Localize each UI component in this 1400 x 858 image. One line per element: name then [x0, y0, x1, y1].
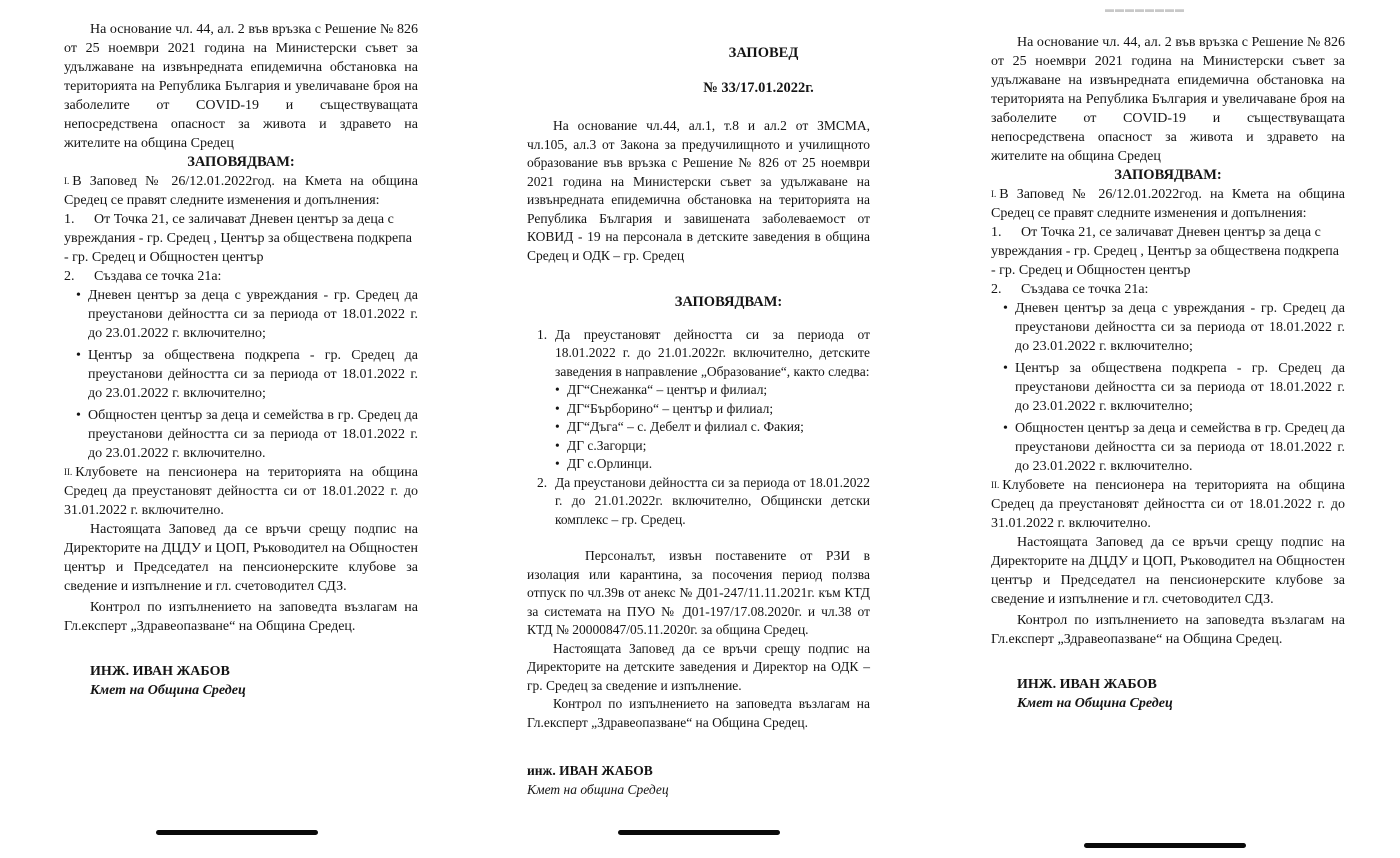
kindergarten-name: ДГ с.Загорци; [567, 437, 647, 453]
bullet-dot-icon: • [555, 437, 560, 453]
order-item-2-text: Да преустанови дейността си за периода от 18.01.2022 г. до 21.01.2022г. включително, Общински детски комплекс – гр. Средец. [555, 474, 870, 527]
roman-numeral: II. [64, 467, 73, 477]
intro-paragraph: На основание чл. 44, ал. 2 във връзка с Решение № 826 от 25 ноември 2021 година на Министерски съвет за удължаване на извънредната епидемична обстановка на територията на Република България и увеличаване броя на заболелите от COVID-19 и съществуващата непосредствена опасност за живота и здравето на жителите на община Средец [64, 22, 418, 151]
bullet-item [991, 419, 1345, 476]
point-1-text: От Точка 21, се заличават Дневен център за деца с увреждания - гр. Средец , Център за обществена подкрепа - гр. Средец и Общностен център [64, 212, 412, 265]
bullet-dot-icon: • [555, 456, 560, 471]
bullet-item [64, 406, 418, 463]
section-1 [991, 185, 1345, 223]
signature-title: Кмет на Община Средец [90, 683, 246, 698]
bullet-item [64, 286, 418, 343]
bullet-text: Общностен център за деца и семейства в гр. Средец да преустанови дейността си за периода от 18.01.2022 г. до 23.01.2022 г. включително. [1015, 421, 1345, 474]
signature-name: инж. ИВАН ЖАБОВ [527, 763, 653, 778]
bullet-dot-icon: • [76, 348, 81, 363]
section-2 [991, 476, 1345, 533]
delivery-paragraph: Настоящата Заповед да се връчи срещу подпис на Директорите на ДЦДУ и ЦОП, Ръководител на Общностен център и Председател на пенсионерските клубове за сведение и изпълнение и гл. счетоводител СДЗ. [64, 522, 418, 594]
point-1 [991, 223, 1345, 280]
intro-paragraph: На основание чл. 44, ал. 2 във връзка с Решение № 826 от 25 ноември 2021 година на Министерски съвет за удължаване на извънредната епидемична обстановка на територията на Република България и увеличаване броя на заболелите от COVID-19 и съществуващата непосредствена опасност за живота и здравето на жителите на община Средец [991, 35, 1345, 164]
point-2-text: Създава се точка 21а: [94, 269, 222, 284]
order-item-2 [527, 474, 870, 530]
bullet-dot-icon: • [1003, 301, 1008, 316]
point-2 [991, 280, 1345, 299]
signature-name: ИНЖ. ИВАН ЖАБОВ [90, 664, 230, 679]
delivery-paragraph: Настоящата Заповед да се връчи срещу подпис на Директорите на ДЦДУ и ЦОП, Ръководител на Общностен център и Председател на пенсионерските клубове за сведение и изпълнение и гл. счетоводител СДЗ. [991, 535, 1345, 607]
cropped-header-fragment: ▬▬▬▬▬▬▬▬ [1105, 4, 1185, 14]
bullet-dot-icon: • [76, 408, 81, 423]
kindergarten-item [527, 455, 870, 474]
roman-numeral: I. [64, 176, 70, 186]
order-page-right [960, 0, 1400, 858]
home-indicator-bar [618, 830, 780, 835]
section-2-text: Клубовете на пенсионера на територията на община Средец да преустановят дейността си от 18.01.2022 г. до 31.01.2022 г. включително. [64, 465, 418, 518]
order-heading: ЗАПОВЯДВАМ: [674, 294, 783, 310]
order-body-middle [527, 44, 870, 799]
bullet-dot-icon: • [555, 400, 560, 416]
bullet-item [991, 299, 1345, 356]
signature-name: ИНЖ. ИВАН ЖАБОВ [1017, 677, 1157, 692]
order-number: № 33/17.01.2022г. [703, 79, 814, 96]
order-item-1 [527, 326, 870, 382]
bullet-dot-icon: • [1003, 421, 1008, 436]
home-indicator-bar [1084, 843, 1246, 848]
order-title: ЗАПОВЕД [728, 45, 799, 61]
section-2-text: Клубовете на пенсионера на територията на община Средец да преустановят дейността си от 18.01.2022 г. до 31.01.2022 г. включително. [991, 478, 1345, 531]
kindergarten-item [527, 437, 870, 456]
intro-paragraph: На основание чл.44, ал.1, т.8 и ал.2 от ЗМСМА, чл.105, ал.3 от Закона за предучилищното и училищното образование във връзка с Решение № 826 от 25 ноември 2021 година на Министерски съвет за удължаване на извънредната епидемична обстановка на територията на Република България и завишената заболеваемост от КОВИД - 19 на персонала в детските заведения в община Средец и ОДК – гр. Средец [527, 118, 870, 263]
order-body-right [991, 33, 1345, 713]
bullet-text: Дневен център за деца с увреждания - гр. Средец да преустанови дейността си за периода от 18.01.2022 г. до 23.01.2022 г. включително; [88, 288, 418, 341]
roman-numeral: II. [991, 480, 1000, 490]
signature-title: Кмет на община Средец [527, 781, 669, 797]
item-number: 1. [537, 326, 548, 342]
point-2-text: Създава се точка 21а: [1021, 282, 1149, 297]
order-heading: ЗАПОВЯДВАМ: [1114, 167, 1222, 183]
bullet-text: Дневен център за деца с увреждания - гр. Средец да преустанови дейността си за периода от 18.01.2022 г. до 23.01.2022 г. включително; [1015, 301, 1345, 354]
item-number: 2. [537, 474, 548, 490]
order-page-middle [480, 0, 900, 858]
section-1-text: В Заповед № 26/12.01.2022год. на Кмета на община Средец се правят следните изменения и допълнения: [991, 187, 1345, 221]
bullet-text: Общностен център за деца и семейства в гр. Средец да преустанови дейността си за периода от 18.01.2022 г. до 23.01.2022 г. включително. [88, 408, 418, 461]
bullet-dot-icon: • [555, 419, 560, 434]
order-item-1-text: Да преустановят дейността си за периода от 18.01.2022 г. до 21.01.2022г. включително, детските заведения в направление „Образование“, както следва: [555, 326, 870, 379]
kindergarten-list [527, 381, 870, 474]
kindergarten-name: ДГ с.Орлинци. [567, 456, 653, 471]
bullet-item [991, 359, 1345, 416]
kindergarten-name: ДГ“Снежанка“ – център и филиал; [567, 382, 768, 397]
point-number: 1. [64, 212, 75, 227]
kindergarten-item [527, 418, 870, 437]
bullet-dot-icon: • [76, 288, 81, 303]
bullet-dot-icon: • [1003, 361, 1008, 376]
control-paragraph: Контрол по изпълнението на заповедта възлагам на Гл.експерт „Здравеопазване“ на Община Средец. [527, 696, 870, 730]
roman-numeral: I. [991, 189, 997, 199]
control-paragraph: Контрол по изпълнението на заповедта възлагам на Гл.експерт „Здравеопазване“ на Община Средец. [991, 613, 1345, 647]
kindergarten-name: ДГ“Дъга“ – с. Дебелт и филиал с. Факия; [567, 419, 804, 434]
point-number: 2. [64, 269, 75, 284]
staff-paragraph: Персоналът, извън поставените от РЗИ в изолация или карантина, за посочения период ползва отпуск по чл.39в от анекс № Д01-247/11.11.2021г. към КТД за системата на ПУО № Д01-197/17.08.2020г. и чл.38 от КТД № 20000847/05.11.2020г. за община Средец. [527, 548, 870, 637]
bullet-text: Център за обществена подкрепа - гр. Средец да преустанови дейността си за периода от 18.01.2022 г. до 23.01.2022 г. включително; [88, 348, 418, 401]
point-number: 1. [991, 225, 1002, 240]
bullet-item [64, 346, 418, 403]
section-1 [64, 172, 418, 210]
section-1-text: В Заповед № 26/12.01.2022год. на Кмета на община Средец се правят следните изменения и допълнения: [64, 174, 418, 208]
point-number: 2. [991, 282, 1002, 297]
bullet-dot-icon: • [555, 382, 560, 397]
order-body-left [64, 20, 418, 700]
kindergarten-name: ДГ“Бърборино“ – център и филиал; [567, 400, 774, 416]
delivery-paragraph: Настоящата Заповед да се връчи срещу подпис на Директорите на детските заведения и Директор на ОДК – гр. Средец за сведение и изпълнение. [527, 640, 870, 693]
bullet-text: Център за обществена подкрепа - гр. Средец да преустанови дейността си за периода от 18.01.2022 г. до 23.01.2022 г. включително; [1015, 361, 1345, 414]
order-page-left [0, 0, 460, 858]
home-indicator-bar [156, 830, 318, 835]
signature-title: Кмет на Община Средец [1017, 696, 1173, 711]
point-1 [64, 210, 418, 267]
point-1-text: От Точка 21, се заличават Дневен център за деца с увреждания - гр. Средец , Център за обществена подкрепа - гр. Средец и Общностен център [991, 225, 1339, 278]
control-paragraph: Контрол по изпълнението на заповедта възлагам на Гл.експерт „Здравеопазване“ на Община Средец. [64, 600, 418, 634]
kindergarten-item [527, 381, 870, 400]
point-2 [64, 267, 418, 286]
section-2 [64, 463, 418, 520]
kindergarten-item [527, 400, 870, 419]
order-heading: ЗАПОВЯДВАМ: [187, 154, 295, 170]
